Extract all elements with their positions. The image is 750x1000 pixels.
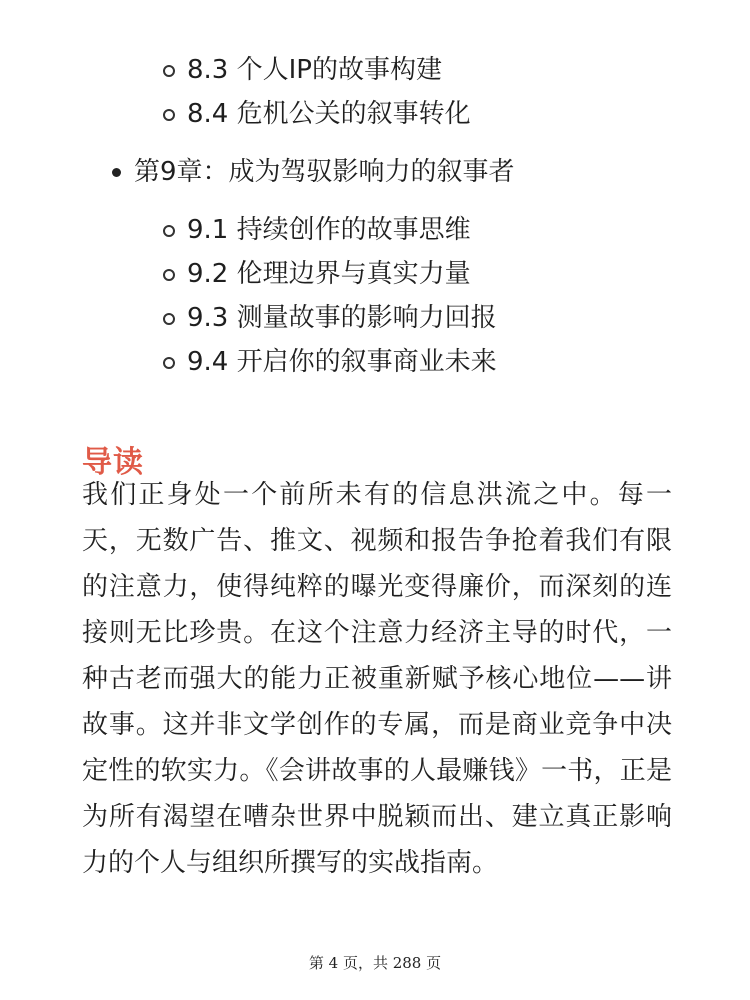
toc-item-9-4 [0, 340, 750, 384]
hollow-bullet-icon [163, 313, 175, 325]
toc-item-8-4 [0, 92, 750, 136]
toc-item-label: 9.4 开启你的叙事商业未来 [187, 347, 497, 377]
table-of-contents [0, 48, 750, 384]
toc-sublist-chapter9 [0, 208, 750, 384]
intro-paragraph: 我们正身处一个前所未有的信息洪流之中。每一天，无数广告、推文、视频和报告争抢着我们有限的注意力，使得纯粹的曝光变得廉价，而深刻的连接则无比珍贵。在这个注意力经济主导的时代，一种古老而强大的能力正被重新赋予核心地位——讲故事。这并非文学创作的专属，而是商业竞争中决定性的软实力。《会讲故事的人最赚钱》一书，正是为所有渴望在嘈杂世界中脱颖而出、建立真正影响力的个人与组织所撰写的实战指南。 [82, 480, 672, 878]
toc-sublist-chapter8 [0, 48, 750, 136]
toc-item-8-3 [0, 48, 750, 92]
toc-item-label: 9.2 伦理边界与真实力量 [187, 259, 471, 289]
toc-item-label: 8.3 个人IP的故事构建 [187, 55, 442, 85]
section-heading: 导读 [82, 444, 144, 480]
hollow-bullet-icon [163, 65, 175, 77]
hollow-bullet-icon [163, 225, 175, 237]
hollow-bullet-icon [163, 109, 175, 121]
toc-item-9-1 [0, 208, 750, 252]
toc-chapter-label: 第9章：成为驾驭影响力的叙事者 [134, 157, 515, 187]
filled-bullet-icon [112, 168, 121, 177]
toc-item-label: 8.4 危机公关的叙事转化 [187, 99, 471, 129]
hollow-bullet-icon [163, 269, 175, 281]
toc-item-9-3 [0, 296, 750, 340]
page-number-footer: 第 4 页，共 288 页 [308, 954, 442, 972]
toc-item-9-2 [0, 252, 750, 296]
toc-item-label: 9.3 测量故事的影响力回报 [187, 303, 497, 333]
toc-chapter-9 [0, 150, 750, 194]
hollow-bullet-icon [163, 357, 175, 369]
toc-item-label: 9.1 持续创作的故事思维 [187, 215, 471, 245]
